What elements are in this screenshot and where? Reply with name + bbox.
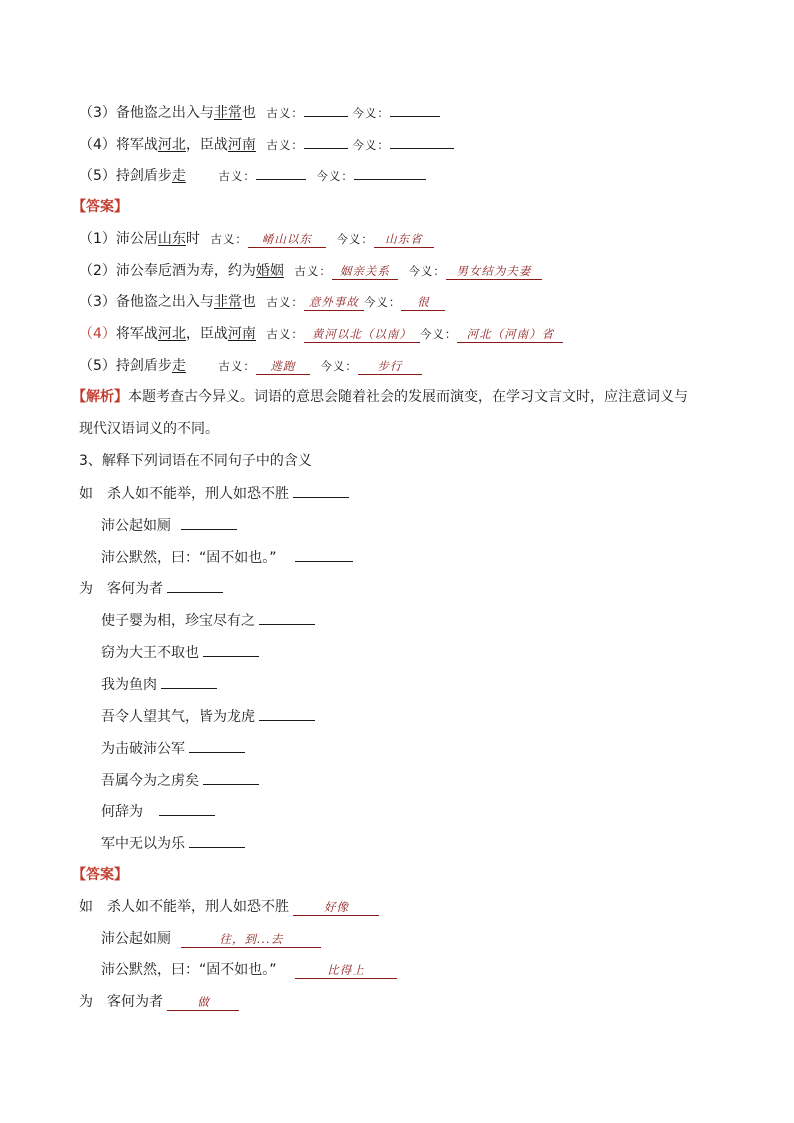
target-word: 如 [79, 899, 93, 915]
q3-row [101, 642, 259, 663]
analysis-text: 本题考查古今异义。词语的意思会随着社会的发展而演变，在学习文言文时，应注意词义与 [128, 389, 688, 405]
gu-answer: 黄河以北（以南） [304, 326, 420, 343]
answer-item-3 [79, 292, 445, 312]
sentence-text: 为击破沛公军 [101, 741, 185, 757]
sentence-text: 时 [185, 231, 200, 247]
sentence-text: 沛公默然，曰：“固不如也。” [101, 550, 277, 566]
key-word: 走 [171, 168, 186, 184]
answer-blank[interactable] [161, 674, 217, 689]
gu-blank[interactable] [304, 102, 348, 117]
q3-answer-row [79, 897, 379, 917]
sentence-text: 将军战 [115, 137, 158, 153]
jin-label: 今义： [352, 138, 390, 152]
answer-value: 好像 [293, 899, 379, 916]
analysis-line-1 [72, 387, 688, 407]
key-word: 河南 [227, 326, 256, 342]
sentence-text: 客何为者 [107, 581, 163, 597]
gu-label: 古义： [210, 232, 248, 246]
jin-answer: 很 [401, 294, 445, 311]
analysis-line-2: 现代汉语词义的不同。 [79, 421, 219, 437]
answer-header: 【答案】 [72, 867, 128, 883]
q3-row [101, 515, 237, 536]
answer-blank[interactable] [167, 578, 223, 593]
gu-answer: 逃跑 [256, 358, 310, 375]
gu-label: 古义： [266, 327, 304, 341]
answer-blank[interactable] [295, 547, 353, 562]
jin-label: 今义： [320, 359, 358, 373]
gu-answer: 意外事故 [304, 294, 364, 311]
q3-row [101, 674, 217, 695]
sentence-text: 也 [241, 105, 256, 121]
gu-label: 古义： [294, 264, 332, 278]
answer-blank[interactable] [293, 483, 349, 498]
q3-answer-row [79, 992, 239, 1012]
item-number: （4） [79, 326, 116, 342]
sentence-text: ，臣战 [185, 137, 228, 153]
answer-blank[interactable] [159, 801, 215, 816]
sentence-text: 也 [241, 294, 256, 310]
sentence-text: 持剑盾步 [115, 168, 172, 184]
q3-row [101, 706, 315, 727]
item-number: （3） [79, 294, 116, 310]
key-word: 非常 [213, 294, 242, 310]
gu-label: 古义： [266, 295, 304, 309]
sentence-text: 使子婴为相，珍宝尽有之 [101, 613, 255, 629]
sentence-text: 杀人如不能举，刑人如恐不胜 [107, 899, 289, 915]
jin-answer: 河北（河南）省 [457, 326, 563, 343]
answer-blank[interactable] [181, 515, 237, 530]
sentence-text: ，臣战 [185, 326, 228, 342]
sentence-text: 备他盗之出入与 [115, 294, 214, 310]
q3-row [101, 801, 215, 822]
key-word: 河南 [227, 137, 256, 153]
answer-value: 比得上 [295, 962, 397, 979]
jin-blank[interactable] [354, 165, 426, 180]
sentence-text: 沛公起如厕 [101, 931, 171, 947]
key-word: 走 [171, 358, 186, 374]
jin-answer: 山东省 [374, 231, 434, 248]
item-number: （3） [79, 105, 116, 121]
answer-item-5 [79, 356, 422, 376]
jin-blank[interactable] [390, 102, 440, 117]
gu-answer: 姻亲关系 [332, 263, 398, 280]
jin-answer: 男女结为夫妻 [446, 263, 542, 280]
sentence-text: 军中无以为乐 [101, 836, 185, 852]
item-number: （5） [79, 358, 116, 374]
q2-item-5 [79, 165, 426, 186]
gu-answer: 崤山以东 [248, 231, 326, 248]
key-word: 婚姻 [255, 263, 284, 279]
item-number: （1） [79, 231, 116, 247]
q3-answer-row [101, 960, 397, 980]
gu-label: 古义： [218, 359, 256, 373]
sentence-text: 窃为大王不取也 [101, 645, 199, 661]
target-word: 如 [79, 486, 93, 502]
item-number: （4） [79, 137, 116, 153]
sentence-text: 持剑盾步 [115, 358, 172, 374]
jin-label: 今义： [316, 169, 354, 183]
gu-label: 古义： [266, 106, 304, 120]
q3-row [101, 770, 259, 791]
sentence-text: 沛公起如厕 [101, 518, 171, 534]
sentence-text: 我为鱼肉 [101, 677, 157, 693]
answer-blank[interactable] [203, 642, 259, 657]
jin-label: 今义： [352, 106, 390, 120]
answer-item-1 [79, 229, 434, 249]
jin-answer: 步行 [358, 358, 422, 375]
answer-item-2 [79, 261, 542, 281]
sentence-text: 吾令人望其气，皆为龙虎 [101, 709, 255, 725]
key-word: 山东 [157, 231, 186, 247]
sentence-text: 备他盗之出入与 [115, 105, 214, 121]
key-word: 非常 [213, 105, 242, 121]
target-word: 为 [79, 994, 93, 1010]
answer-value: 做 [167, 994, 239, 1011]
target-word: 为 [79, 581, 93, 597]
analysis-label: 【解析】 [72, 389, 128, 405]
q3-row [79, 483, 349, 504]
q2-item-4 [79, 134, 454, 155]
gu-blank[interactable] [304, 134, 348, 149]
q3-row [101, 738, 245, 759]
gu-label: 古义： [266, 138, 304, 152]
answer-value: 往，到...去 [181, 931, 321, 948]
sentence-text: 沛公奉卮酒为寿，约为 [115, 263, 256, 279]
q3-title: 3、解释下列词语在不同句子中的含义 [79, 453, 312, 469]
q2-item-3 [79, 102, 440, 123]
sentence-text: 客何为者 [107, 994, 163, 1010]
gu-blank[interactable] [256, 165, 306, 180]
answer-blank[interactable] [189, 833, 245, 848]
sentence-text: 沛公居 [115, 231, 158, 247]
answer-blank[interactable] [259, 706, 315, 721]
q3-row [101, 547, 353, 568]
sentence-text: 沛公默然，曰：“固不如也。” [101, 962, 277, 978]
answer-blank[interactable] [259, 610, 315, 625]
sentence-text: 将军战 [115, 326, 158, 342]
answer-header: 【答案】 [72, 199, 128, 215]
jin-label: 今义： [363, 295, 402, 309]
key-word: 河北 [157, 137, 186, 153]
sentence-text: 吾属今为之虏矣 [101, 773, 199, 789]
q3-answer-row [101, 929, 321, 949]
sentence-text: 何辞为 [101, 804, 143, 820]
jin-label: 今义： [336, 232, 374, 246]
jin-label: 今义： [408, 264, 446, 278]
item-number: （5） [79, 168, 116, 184]
q3-row [79, 578, 223, 599]
gu-label: 古义： [218, 169, 256, 183]
answer-item-4 [79, 324, 563, 344]
answer-blank[interactable] [189, 738, 245, 753]
answer-blank[interactable] [203, 770, 259, 785]
jin-blank[interactable] [390, 134, 454, 149]
item-number: （2） [79, 263, 116, 279]
sentence-text: 杀人如不能举，刑人如恐不胜 [107, 486, 289, 502]
jin-label: 今义： [419, 327, 458, 341]
key-word: 河北 [157, 326, 186, 342]
q3-row [101, 610, 315, 631]
q3-row [101, 833, 245, 854]
